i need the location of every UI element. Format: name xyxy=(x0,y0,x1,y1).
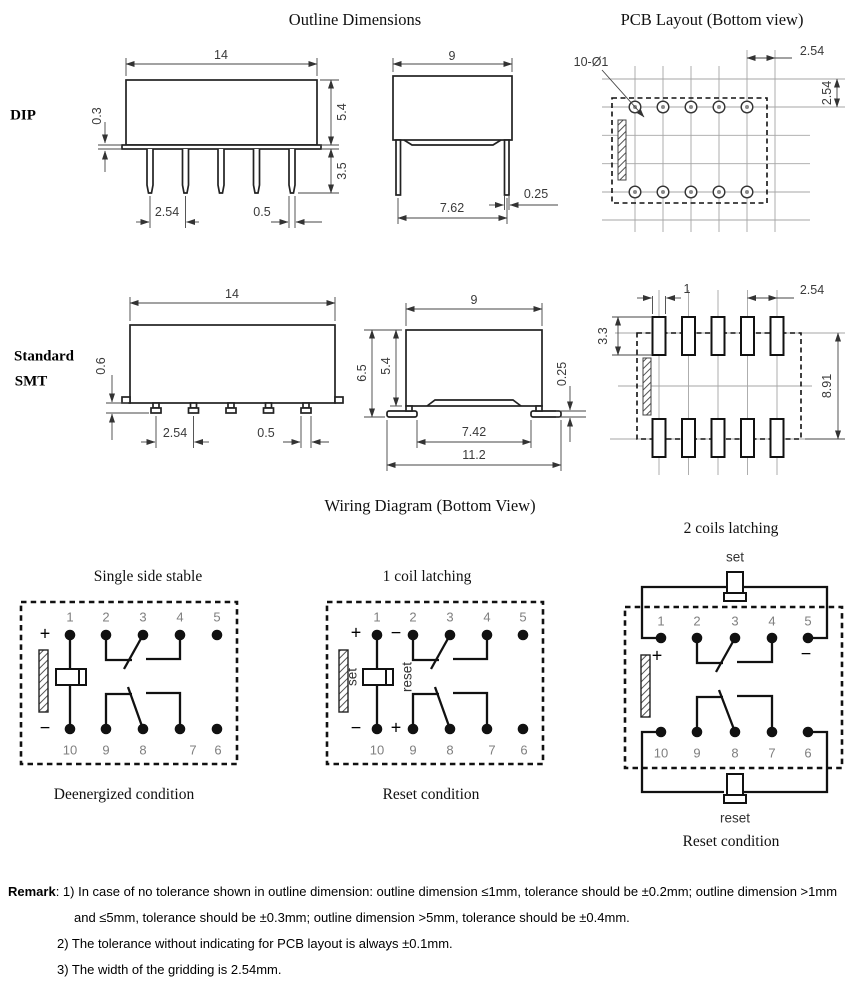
hole-count-label: 10-Ø1 xyxy=(573,55,609,69)
remark-line-2: and ≤5mm, tolerance should be ±0.3mm; outline dimension >5mm, tolerance should be ±0.4mm. xyxy=(74,910,630,925)
pin-number: 9 xyxy=(409,742,417,758)
wiring-diagram-title: Wiring Diagram (Bottom View) xyxy=(324,496,536,515)
polarity-minus: − xyxy=(39,717,51,738)
dip-row-label: DIP xyxy=(10,107,36,124)
d1-caption: Deenergized condition xyxy=(53,786,195,803)
dim-label: 9 xyxy=(470,293,478,307)
outline-dimensions-title: Outline Dimensions xyxy=(288,10,422,29)
dim-label: 0.3 xyxy=(90,107,104,125)
dim-label: 6.5 xyxy=(355,364,369,382)
dim-label: 2.54 xyxy=(799,283,825,297)
pin-number: 8 xyxy=(446,742,454,758)
reset-coil-label: reset xyxy=(399,661,415,693)
smt-front-view xyxy=(106,297,343,448)
dim-label: 0.6 xyxy=(94,357,108,375)
pin-number: 1 xyxy=(66,609,74,625)
polarity-plus: + xyxy=(651,645,663,666)
dim-label: 2.54 xyxy=(799,44,825,58)
dim-label: 0.25 xyxy=(523,187,549,201)
d3-title: 2 coils latching xyxy=(683,520,779,537)
pin-number: 6 xyxy=(214,742,222,758)
pin-number: 5 xyxy=(804,613,812,629)
pin-number: 10 xyxy=(62,742,78,758)
dim-label: 5.4 xyxy=(335,103,349,121)
pin-number: 3 xyxy=(446,609,454,625)
dim-label: 1 xyxy=(683,282,691,296)
smt-pcb-layout xyxy=(610,290,845,475)
pin-number: 2 xyxy=(693,613,701,629)
dim-label: 0.5 xyxy=(253,205,271,219)
pin-number: 5 xyxy=(213,609,221,625)
remark-line-3: 2) The tolerance without indicating for PCB layout is always ±0.1mm. xyxy=(57,936,453,951)
polarity-minus: − xyxy=(800,643,812,664)
pin-number: 9 xyxy=(693,745,701,761)
smt-row-label-line1: Standard xyxy=(13,348,75,365)
pin-number: 2 xyxy=(102,609,110,625)
smt-side-view xyxy=(364,303,586,471)
dim-label: 8.91 xyxy=(820,373,834,399)
polarity-minus: − xyxy=(350,717,362,738)
pin-number: 7 xyxy=(488,742,496,758)
dim-label: 0.25 xyxy=(555,361,569,387)
d1-title: Single side stable xyxy=(93,568,203,585)
pin-number: 4 xyxy=(483,609,491,625)
dim-label: 2.54 xyxy=(154,205,180,219)
pin-number: 7 xyxy=(189,742,197,758)
dim-label: 9 xyxy=(448,49,456,63)
dim-label: 3.5 xyxy=(335,162,349,180)
dim-label: 14 xyxy=(214,48,228,62)
dip-front-view xyxy=(98,58,339,228)
pin-number: 4 xyxy=(176,609,184,625)
dim-label: 14 xyxy=(225,287,239,301)
wiring-single-side-stable xyxy=(21,602,237,764)
pcb-layout-title: PCB Layout (Bottom view) xyxy=(620,10,804,29)
dim-label: 2.54 xyxy=(162,426,188,440)
pin-number: 1 xyxy=(657,613,665,629)
dip-pcb-layout xyxy=(602,50,845,232)
pin-number: 2 xyxy=(409,609,417,625)
d3-caption: Reset condition xyxy=(682,833,780,850)
polarity-minus: − xyxy=(390,622,402,643)
pin-number: 4 xyxy=(768,613,776,629)
pin-number: 3 xyxy=(139,609,147,625)
pin-number: 9 xyxy=(102,742,110,758)
polarity-plus: + xyxy=(39,623,51,644)
dim-label: 11.2 xyxy=(462,448,486,462)
pin-number: 3 xyxy=(731,613,739,629)
dim-label: 7.62 xyxy=(439,201,465,215)
pin-number: 1 xyxy=(373,609,381,625)
dim-label: 0.5 xyxy=(257,426,275,440)
pin-number: 6 xyxy=(520,742,528,758)
pin-number: 7 xyxy=(768,745,776,761)
d2-title: 1 coil latching xyxy=(382,568,472,585)
pin-number: 5 xyxy=(519,609,527,625)
d2-caption: Reset condition xyxy=(382,786,480,803)
dim-label: 7.42 xyxy=(461,425,487,439)
pin-number: 8 xyxy=(731,745,739,761)
remark-label: Remark xyxy=(8,884,56,899)
pin-number: 10 xyxy=(369,742,385,758)
dim-label: 5.4 xyxy=(379,357,393,375)
pin-number: 8 xyxy=(139,742,147,758)
remark-line-1: Remark: 1) In case of no tolerance shown in outline dimension: outline dimension ≤1mm, tolerance should be ±0.2mm; outline dimension >1mm xyxy=(8,884,838,899)
polarity-plus: + xyxy=(390,717,402,738)
pin-number: 6 xyxy=(804,745,812,761)
polarity-plus: + xyxy=(350,622,362,643)
smt-row-label-line2: SMT xyxy=(14,373,48,390)
wiring-2-coils-latching xyxy=(625,572,842,803)
remark-line-4: 3) The width of the gridding is 2.54mm. xyxy=(57,962,282,977)
dim-label: 3.3 xyxy=(596,327,610,345)
set-coil-label: set xyxy=(725,549,745,565)
dim-label: 2.54 xyxy=(820,80,834,106)
reset-coil-label: reset xyxy=(719,810,751,826)
pin-number: 10 xyxy=(653,745,669,761)
set-coil-label: set xyxy=(344,667,360,687)
